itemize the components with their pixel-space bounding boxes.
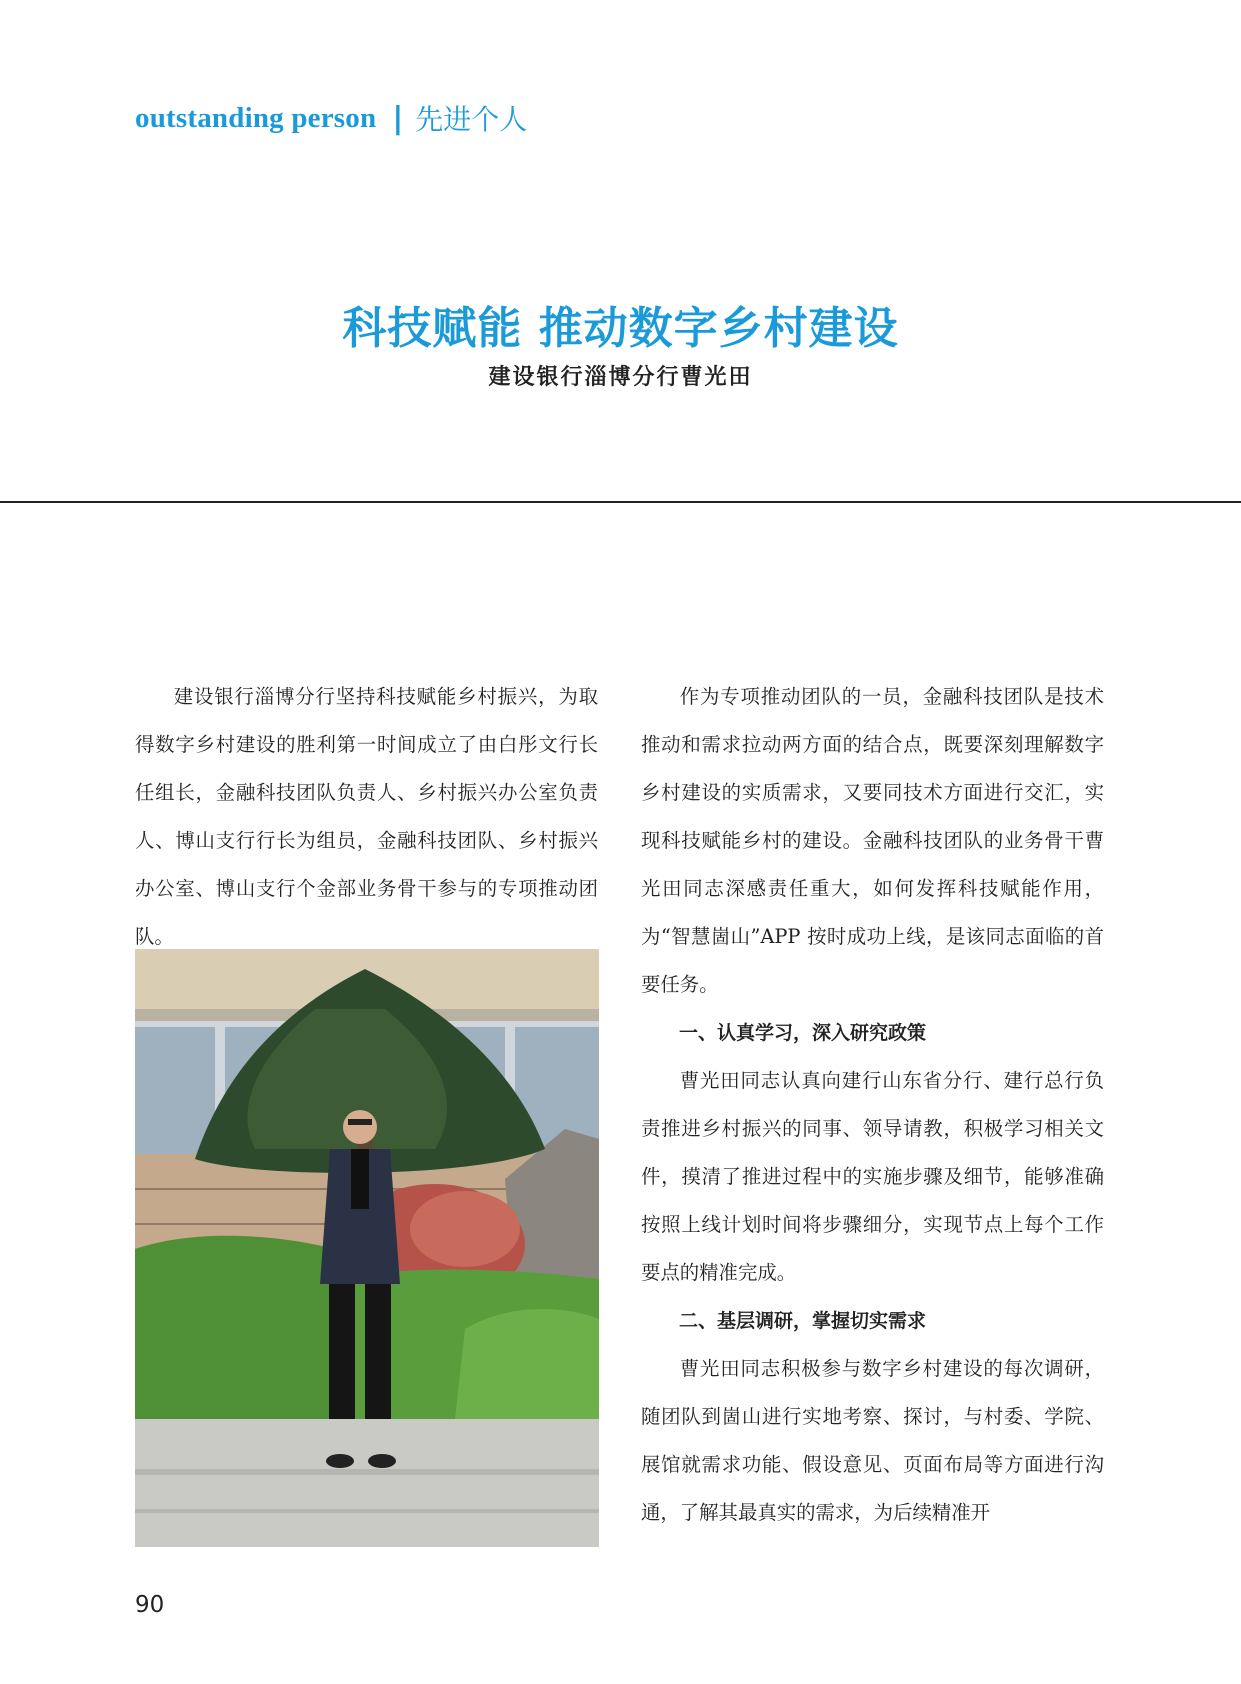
section-heading-2: 二、基层调研，掌握切实需求 — [679, 1310, 927, 1332]
portrait-photo — [135, 949, 599, 1547]
section-label-en: outstanding person — [135, 101, 377, 134]
section-separator: | — [392, 100, 404, 136]
right-column — [641, 673, 1104, 1537]
header-divider — [0, 501, 1241, 503]
section-tag — [135, 98, 527, 138]
page-number: 90 — [135, 1592, 165, 1618]
article-title: 科技赋能 推动数字乡村建设 — [342, 303, 899, 354]
left-column — [135, 673, 598, 961]
right-paragraph-2: 曹光田同志积极参与数字乡村建设的每次调研，随团队到崮山进行实地考察、探讨，与村委、学院、展馆就需求功能、假设意见、页面布局等方面进行沟通，了解其最真实的需求，为后续精准开 — [641, 1357, 1104, 1524]
section-label-zh: 先进个人 — [415, 105, 528, 136]
left-paragraph-1: 建设银行淄博分行坚持科技赋能乡村振兴，为取得数字乡村建设的胜利第一时间成立了由白彤文行长任组长，金融科技团队负责人、乡村振兴办公室负责人、博山支行行长为组员，金融科技团队、乡村振兴办公室、博山支行个金部业务骨干参与的专项推动团队。 — [135, 685, 598, 948]
right-intro: 作为专项推动团队的一员，金融科技团队是技术推动和需求拉动两方面的结合点，既要深刻理解数字乡村建设的实质需求，又要同技术方面进行交汇，实现科技赋能乡村的建设。金融科技团队的业务骨干曹光田同志深感责任重大，如何发挥科技赋能作用，为“智慧崮山”APP 按时成功上线，是该同志面临的首要任务。 — [641, 685, 1104, 996]
article-byline: 建设银行淄博分行曹光田 — [488, 365, 753, 390]
right-paragraph-1: 曹光田同志认真向建行山东省分行、建行总行负责推进乡村振兴的同事、领导请教，积极学习相关文件，摸清了推进过程中的实施步骤及细节，能够准确按照上线计划时间将步骤细分，实现节点上每个工作要点的精准完成。 — [641, 1069, 1104, 1284]
section-heading-1: 一、认真学习，深入研究政策 — [679, 1022, 927, 1044]
